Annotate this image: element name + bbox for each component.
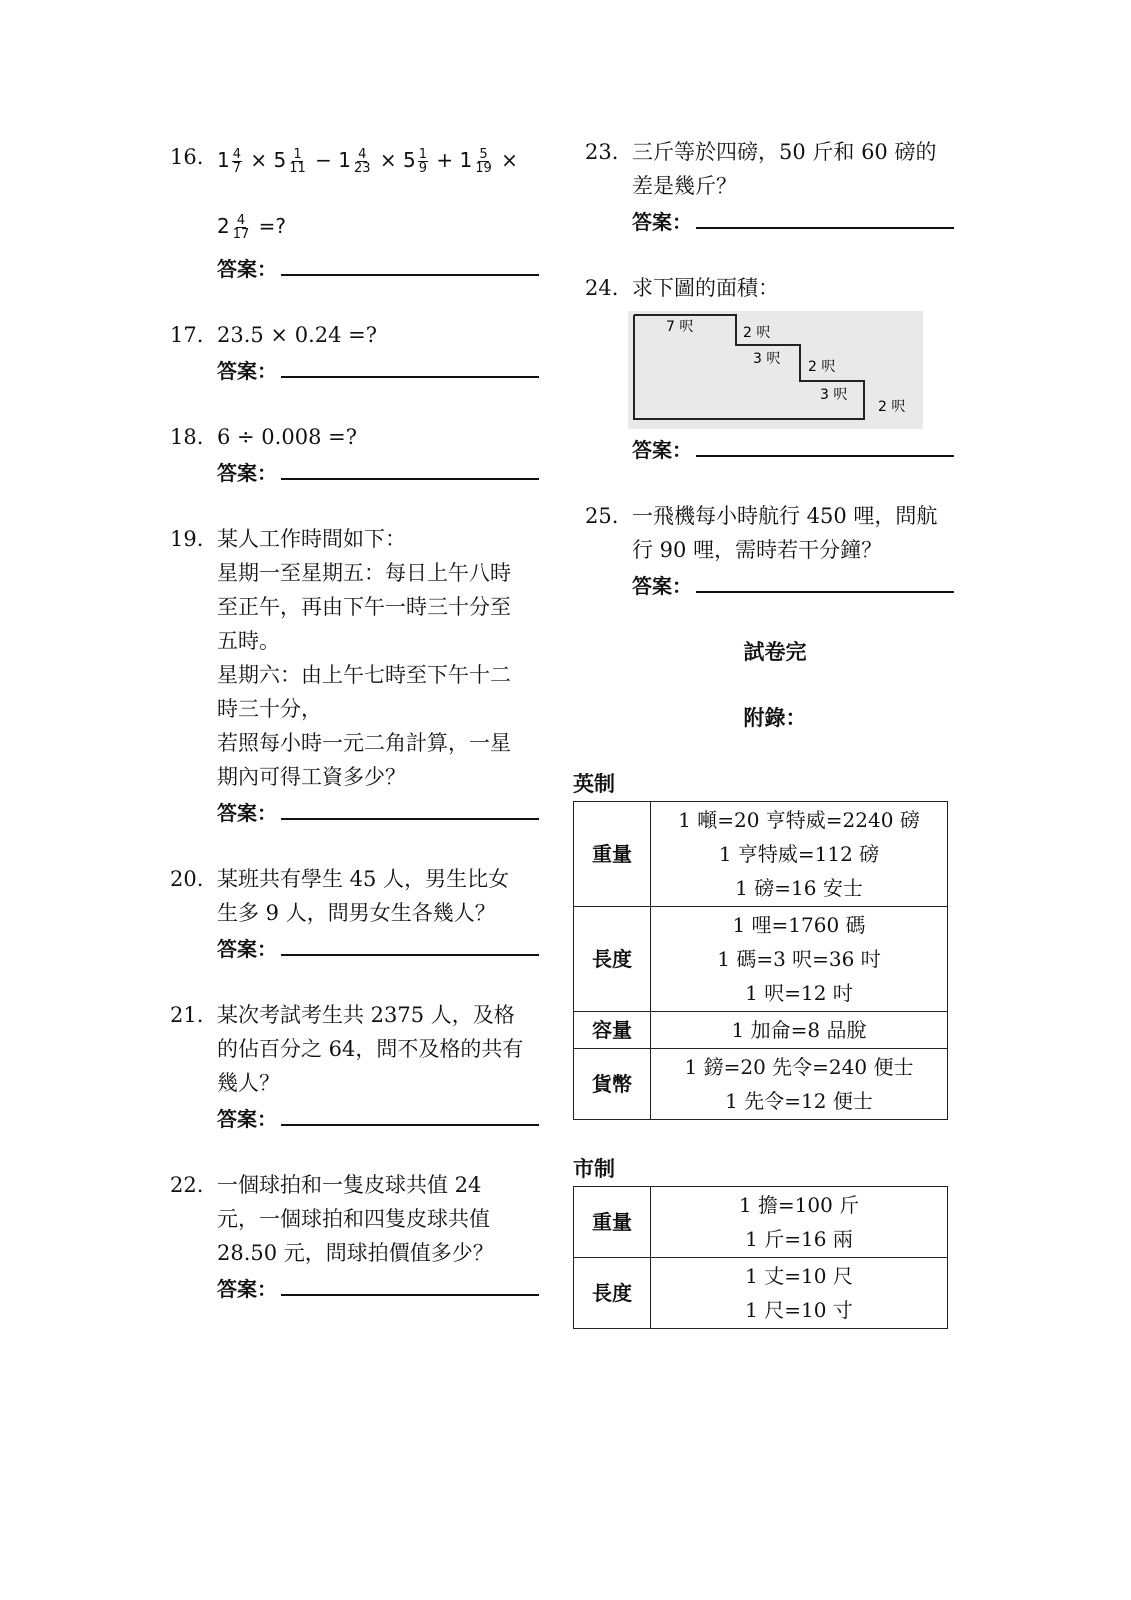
table-row [574, 1187, 948, 1258]
appendix-title: 附錄： [743, 706, 807, 730]
category-cell: 長度 [574, 1258, 651, 1329]
question-line: 三斤等於四磅，50 斤和 60 磅的 [632, 140, 937, 164]
values-cell: 1 丈=10 尺 1 尺=10 寸 [651, 1258, 948, 1329]
table-row [574, 1012, 948, 1049]
question-line: 行 90 哩，需時若干分鐘？ [632, 538, 883, 562]
question-line: 某人工作時間如下： [217, 527, 406, 551]
question-line: 差是幾斤？ [632, 174, 737, 198]
answer-line[interactable]: 答案： [632, 433, 965, 467]
values-cell: 1 加侖=8 品脫 [651, 1012, 948, 1049]
dim-label: 2 呎 [808, 359, 836, 375]
dim-label: 3 呎 [753, 351, 781, 367]
question-20 [170, 862, 550, 966]
category-cell: 長度 [574, 907, 651, 1012]
question-text: 23.5 × 0.24 =? [217, 323, 377, 347]
fraction: $\frac{1}{9}$ [418, 147, 428, 176]
dim-label: 7 呎 [666, 319, 694, 335]
question-number: 19. [170, 527, 204, 551]
values-cell: 1 擔=100 斤 1 斤=16 兩 [651, 1187, 948, 1258]
question-line: 元，一個球拍和四隻皮球共值 [217, 1207, 490, 1231]
chinese-units-title: 市制 [573, 1157, 615, 1181]
table-row [574, 1258, 948, 1329]
question-line: 幾人？ [217, 1071, 280, 1095]
table-row [574, 1049, 948, 1120]
answer-line[interactable]: 答案： [217, 456, 550, 490]
question-line: 的佔百分之 64，問不及格的共有 [217, 1037, 524, 1061]
question-17 [170, 318, 550, 388]
fraction: $\frac{4}{7}$ [232, 147, 242, 176]
question-number: 16. [170, 145, 204, 169]
answer-line[interactable]: 答案： [632, 205, 965, 239]
imperial-title: 英制 [573, 772, 615, 796]
question-23 [585, 135, 965, 239]
question-number: 17. [170, 323, 204, 347]
question-line: 一個球拍和一隻皮球共值 24 [217, 1173, 482, 1197]
question-line: 星期六：由上午七時至下午十二 [217, 663, 511, 687]
question-number: 22. [170, 1173, 204, 1197]
left-column [170, 140, 550, 1306]
answer-line[interactable]: 答案： [217, 932, 550, 966]
category-cell: 重量 [574, 1187, 651, 1258]
question-line: 時三十分， [217, 697, 322, 721]
question-line: 期內可得工資多少？ [217, 765, 406, 789]
answer-line[interactable]: 答案： [217, 796, 550, 830]
question-18 [170, 420, 550, 490]
q16-expression-line2: 2 $\frac{4}{17}$ =? [217, 213, 287, 242]
category-cell: 重量 [574, 802, 651, 907]
values-cell: 1 哩=1760 碼 1 碼=3 呎=36 吋 1 呎=12 吋 [651, 907, 948, 1012]
table-row [574, 802, 948, 907]
fraction: $\frac{4}{17}$ [232, 213, 250, 242]
question-line: 一飛機每小時航行 450 哩，問航 [632, 504, 938, 528]
answer-line[interactable]: 答案： [217, 1102, 550, 1136]
question-line: 生多 9 人，問男女生各幾人？ [217, 901, 496, 925]
question-line: 求下圖的面積： [632, 276, 779, 300]
question-line: 某班共有學生 45 人，男生比女 [217, 867, 510, 891]
question-line: 五時。 [217, 629, 280, 653]
question-text: 6 ÷ 0.008 =? [217, 425, 357, 449]
category-cell: 容量 [574, 1012, 651, 1049]
question-number: 21. [170, 1003, 204, 1027]
fraction: $\frac{1}{11}$ [289, 147, 306, 176]
staircase-diagram [628, 311, 923, 429]
table-row [574, 907, 948, 1012]
values-cell: 1 鎊=20 先令=240 便士 1 先令=12 便士 [651, 1049, 948, 1120]
question-line: 星期一至星期五：每日上午八時 [217, 561, 511, 585]
question-line: 至正午，再由下午一時三十分至 [217, 595, 511, 619]
category-cell: 貨幣 [574, 1049, 651, 1120]
q16-expression-line1: 1 $\frac{4}{7}$ × 5 $\frac{1}{11}$ − 1 $\frac{4}{23}$ × 5 $\frac{1}{9}$ + 1 $\frac{5}{19}$ × [217, 147, 518, 176]
dim-label: 3 呎 [820, 387, 848, 403]
answer-line[interactable]: 答案： [217, 252, 550, 286]
question-22 [170, 1168, 550, 1306]
answer-line[interactable]: 答案： [632, 569, 965, 603]
question-number: 20. [170, 867, 204, 891]
question-25 [585, 499, 965, 603]
question-line: 某次考試考生共 2375 人，及格 [217, 1003, 515, 1027]
fraction: $\frac{4}{23}$ [354, 147, 371, 176]
chinese-units-table [573, 1186, 948, 1329]
dim-label: 2 呎 [743, 325, 771, 341]
question-number: 18. [170, 425, 204, 449]
end-of-paper: 試卷完 [743, 640, 807, 664]
question-19 [170, 522, 550, 830]
question-number: 25. [585, 504, 619, 528]
answer-line[interactable]: 答案： [217, 1272, 550, 1306]
question-line: 若照每小時一元二角計算，一星 [217, 731, 511, 755]
fraction: $\frac{5}{19}$ [475, 147, 492, 176]
question-number: 24. [585, 276, 619, 300]
question-21 [170, 998, 550, 1136]
staircase-figure [628, 311, 923, 429]
question-16 [170, 140, 550, 286]
question-line: 28.50 元，問球拍價值多少？ [217, 1241, 494, 1265]
question-24 [585, 271, 965, 467]
right-column [573, 135, 965, 1329]
values-cell: 1 噸=20 亨特威=2240 磅 1 亨特威=112 磅 1 磅=16 安士 [651, 802, 948, 907]
question-number: 23. [585, 140, 619, 164]
imperial-table [573, 801, 948, 1120]
answer-line[interactable]: 答案： [217, 354, 550, 388]
dim-label: 2 呎 [878, 399, 906, 415]
